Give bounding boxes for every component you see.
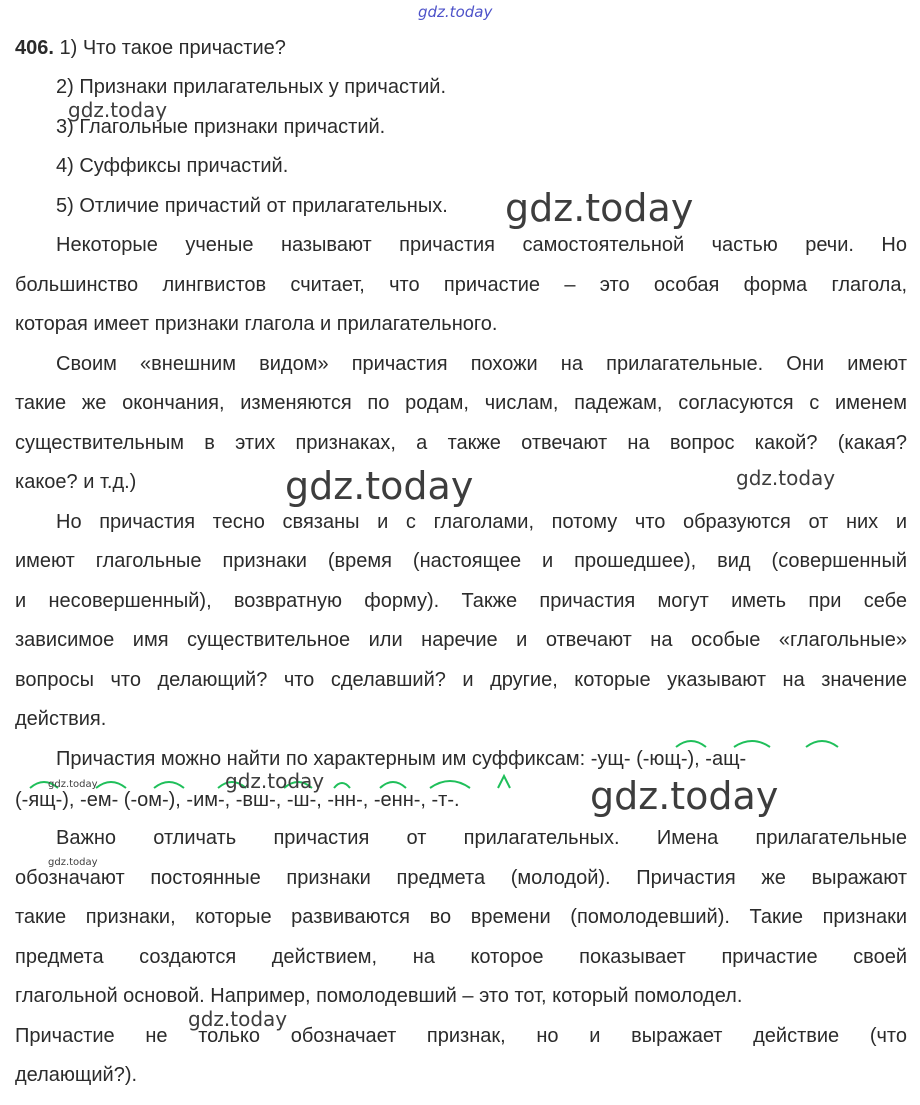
watermark: gdz.today: [48, 857, 98, 868]
exercise-number: 406.: [15, 37, 54, 59]
exercise-question-4: 4) Суффиксы причастий.: [56, 155, 289, 177]
paragraph-3-line-1: Но причастия тесно связаны и с глаголами, потому что образуются от них и: [56, 511, 907, 533]
paragraph-4-line-1: Причастия можно найти по характерным им суффиксам: -ущ- (-ющ-), -ащ-: [56, 748, 747, 770]
watermark: gdz.today: [590, 774, 779, 818]
paragraph-3-line-6: действия.: [15, 708, 107, 730]
paragraph-5-line-3: такие признаки, которые развиваются во времени (помолодевший). Такие признаки: [15, 906, 907, 928]
paragraph-2-line-3: существительным в этих признаках, а также отвечают на вопрос какой? (какая?: [15, 432, 907, 454]
exercise-question-1: [15, 36, 286, 60]
paragraph-5-line-1: Важно отличать причастия от прилагательных. Имена прилагательные: [56, 827, 907, 849]
watermark: gdz.today: [48, 779, 98, 790]
paragraph-5-line-5: глагольной основой. Например, помолодевший – это тот, который помолодел.: [15, 985, 743, 1007]
exercise-question-5: 5) Отличие причастий от прилагательных.: [56, 195, 448, 217]
paragraph-3-line-3: и несовершенный), возвратную форму). Также причастия могут иметь при себе: [15, 590, 907, 612]
paragraph-2-line-1: Своим «внешним видом» причастия похожи на прилагательные. Они имеют: [56, 353, 907, 375]
paragraph-5-line-6: Причастие не только обозначает признак, но и выражает действие (что: [15, 1025, 907, 1047]
watermark: gdz.today: [505, 186, 694, 230]
paragraph-5-line-4: предмета создаются действием, на которое показывает причастие своей: [15, 946, 907, 968]
exercise-question-3: 3) Глагольные признаки причастий.: [56, 116, 386, 138]
watermark: gdz.today: [736, 466, 836, 490]
watermark-top: gdz.today: [418, 3, 493, 21]
question-1-text: 1) Что такое причастие?: [59, 37, 286, 59]
paragraph-1-line-2: большинство лингвистов считает, что причастие – это особая форма глагола,: [15, 274, 907, 296]
watermark: gdz.today: [188, 1007, 288, 1031]
paragraph-3-line-4: зависимое имя существительное или наречие и отвечают на особые «глагольные»: [15, 629, 907, 651]
exercise-question-2: 2) Признаки прилагательных у причастий.: [56, 76, 447, 98]
watermark: gdz.today: [285, 464, 474, 508]
suffix-mark-ashch: [806, 741, 838, 747]
watermark: gdz.today: [68, 98, 168, 122]
paragraph-3-line-5: вопросы что делающий? что сделавший? и другие, которые указывают на значение: [15, 669, 907, 691]
paragraph-3-line-2: имеют глагольные признаки (время (настоящее и прошедшее), вид (совершенный: [15, 550, 907, 572]
paragraph-4-line-2: (-ящ-), -ем- (-ом-), -им-, -вш-, -ш-, -нн-, -енн-, -т-.: [15, 789, 460, 811]
paragraph-2-line-2: такие же окончания, изменяются по родам, числам, падежам, согласуются с именем: [15, 392, 907, 414]
watermark: gdz.today: [225, 769, 325, 793]
suffix-mark-t: [498, 776, 510, 788]
paragraph-1-line-3: которая имеет признаки глагола и прилагательного.: [15, 313, 498, 335]
suffix-mark-enn: [430, 781, 470, 788]
paragraph-1-line-1: Некоторые ученые называют причастия самостоятельной частью речи. Но: [56, 234, 907, 256]
paragraph-2-line-4: какое? и т.д.): [15, 471, 137, 493]
paragraph-5-line-7: делающий?).: [15, 1064, 138, 1086]
paragraph-5-line-2: обозначают постоянные признаки предмета (молодой). Причастия же выражают: [15, 867, 907, 889]
